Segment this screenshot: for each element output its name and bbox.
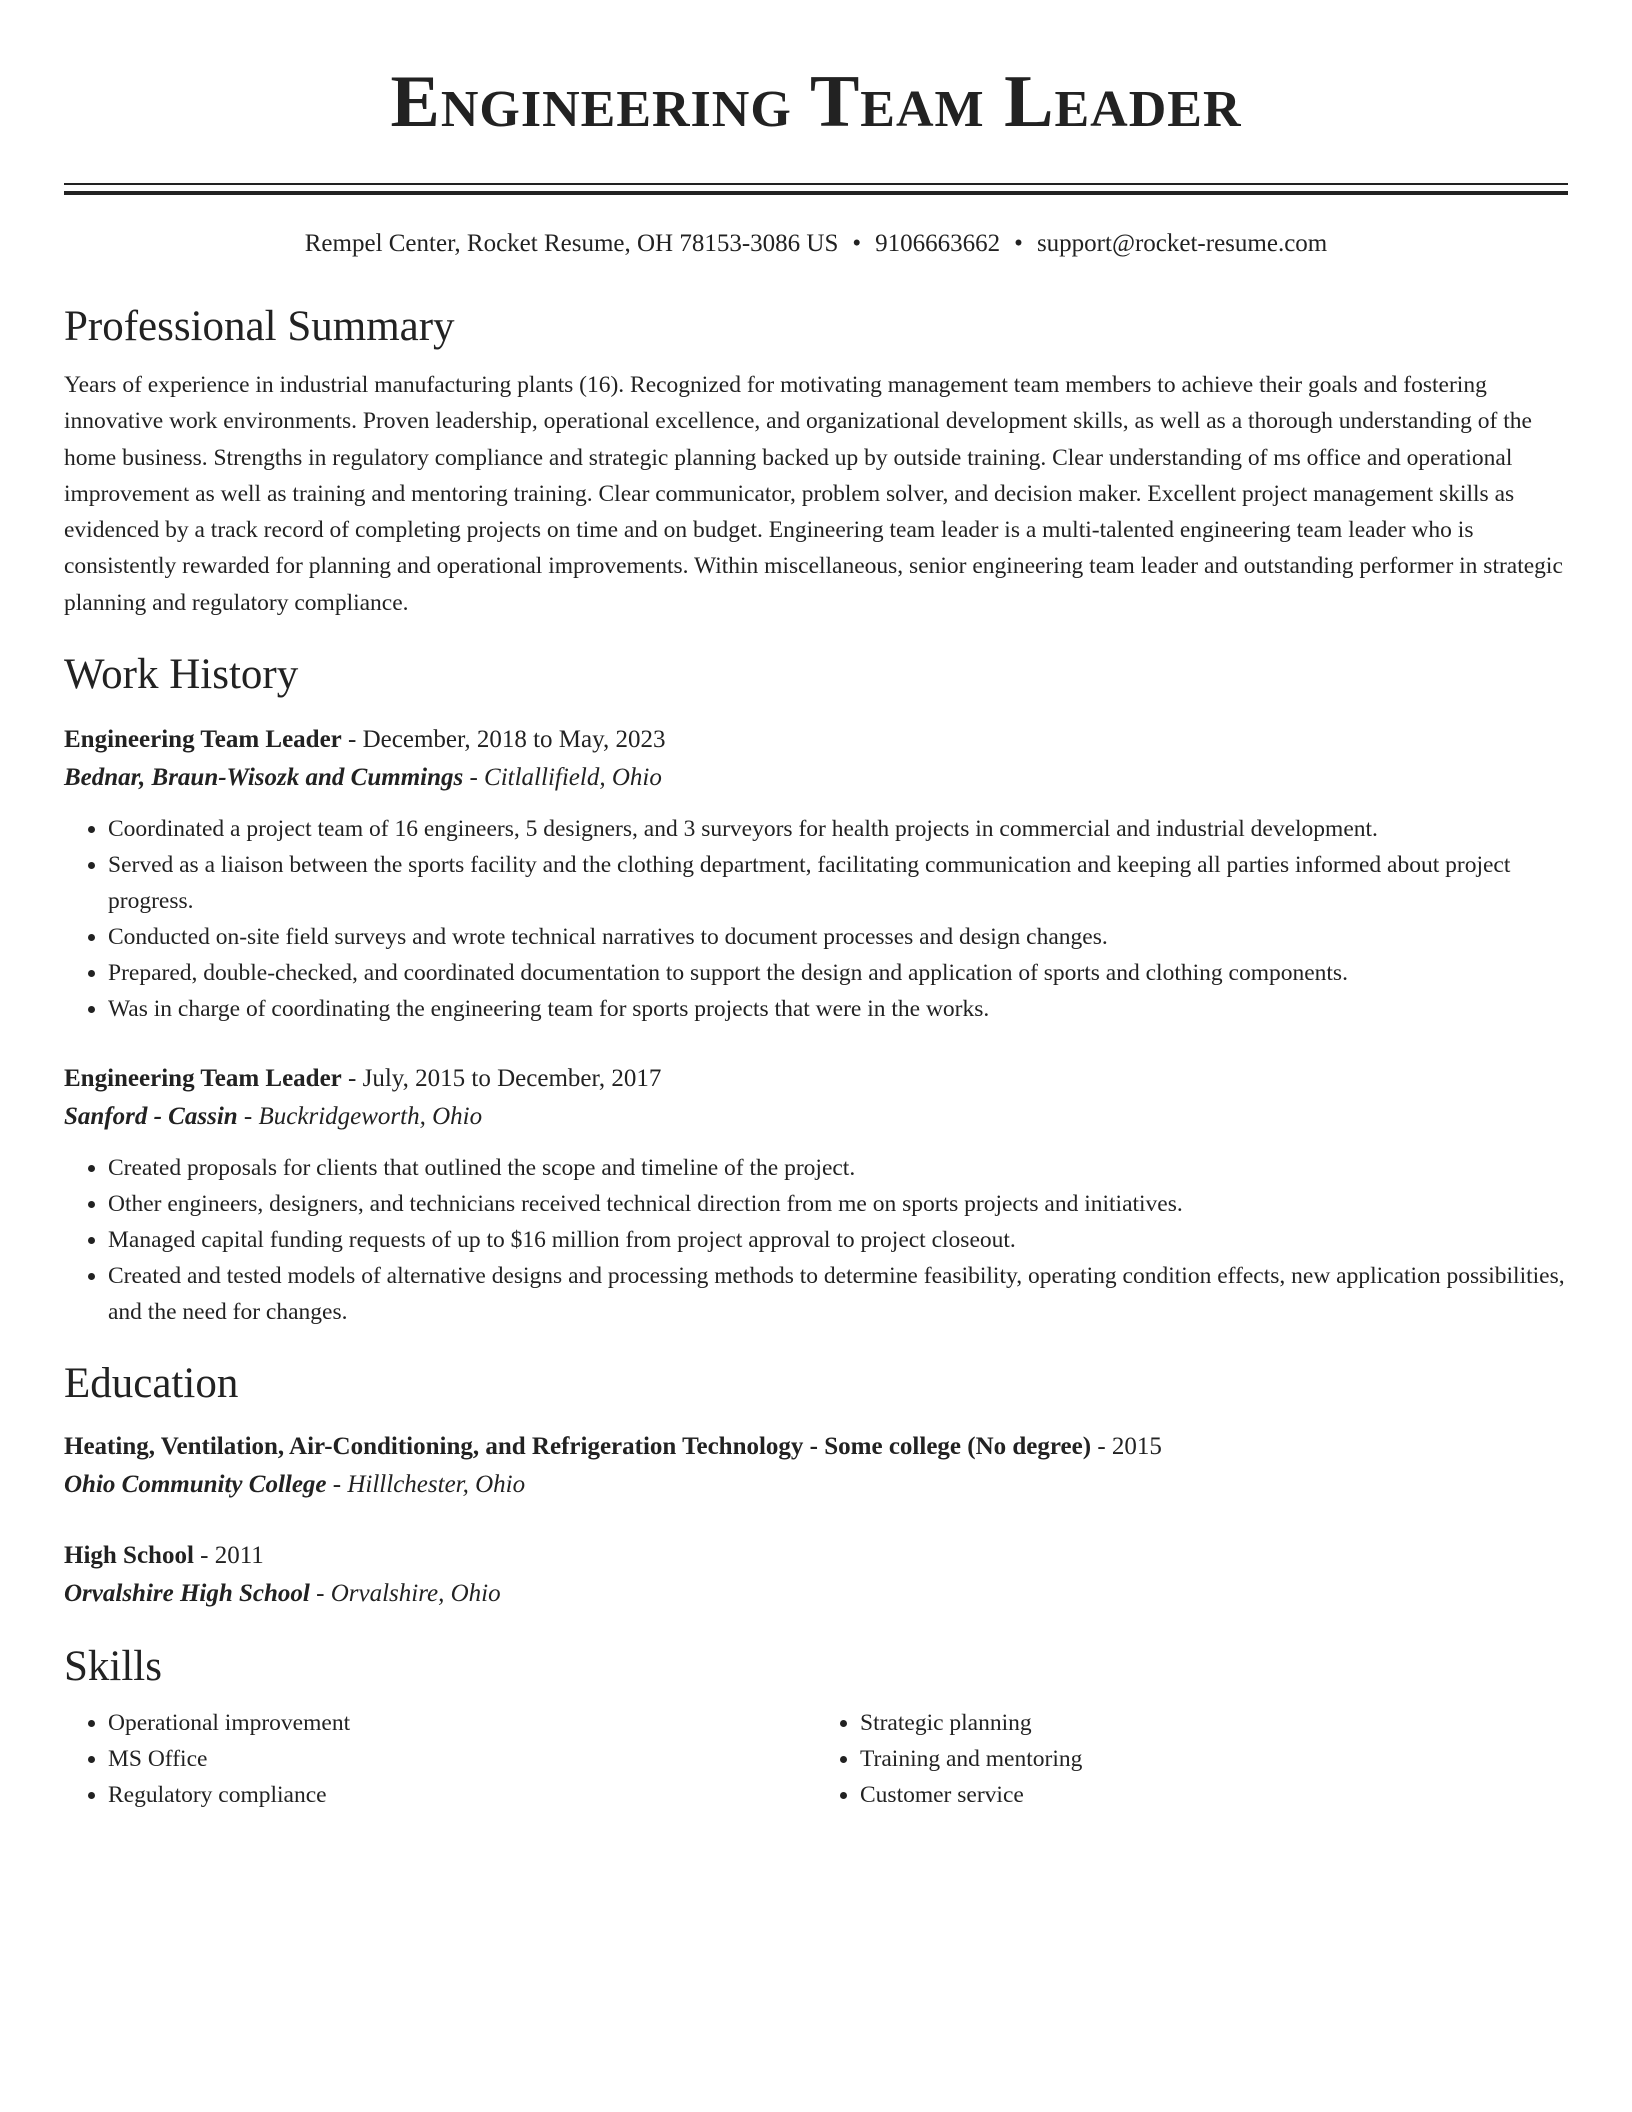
school-location: Orvalshire, Ohio <box>330 1580 501 1608</box>
list-item: • Managed capital funding requests of up to $16 million from project approval to project closeout. <box>108 1222 1568 1258</box>
list-item: • Served as a liaison between the sports facility and the clothing department, facilitating communication and keeping all parties informed about project progress. <box>108 847 1568 919</box>
contact-address: Rempel Center, Rocket Resume, OH 78153-3086 US <box>304 230 839 257</box>
employer-name: Bednar, Braun-Wisozk and Cummings <box>64 764 464 792</box>
job-role: Engineering Team Leader <box>64 726 342 754</box>
job-dates: July, 2015 to December, 2017 <box>362 1065 662 1093</box>
education-program-line: Heating, Ventilation, Air-Conditioning, and Refrigeration Technology - Some college (No degree) - 2015 <box>64 1433 1162 1461</box>
skill-item: • Customer service <box>860 1777 1568 1813</box>
list-item: • Other engineers, designers, and technicians received technical direction from me on sports projects and initiatives. <box>108 1186 1568 1222</box>
education-program: Heating, Ventilation, Air-Conditioning, and Refrigeration Technology - Some college (No degree) <box>64 1433 1092 1461</box>
list-item: • Created proposals for clients that outlined the scope and timeline of the project. <box>108 1150 1568 1186</box>
skill-item: • Strategic planning <box>860 1705 1568 1741</box>
education-program: High School <box>64 1542 194 1570</box>
list-item: • Prepared, double-checked, and coordinated documentation to support the design and application of sports and clothing components. <box>108 955 1568 991</box>
section-title-education: Education <box>64 1360 239 1408</box>
school-location: Hilllchester, Ohio <box>347 1471 526 1499</box>
job-title-line: Engineering Team Leader - July, 2015 to December, 2017 <box>64 1065 662 1093</box>
skills-columns <box>64 1705 1568 1813</box>
job-role: Engineering Team Leader <box>64 1065 342 1093</box>
list-item: • Coordinated a project team of 16 engineers, 5 designers, and 3 surveyors for health projects in commercial and industrial development. <box>108 811 1568 847</box>
contact-separator: • <box>852 230 862 257</box>
school-name: Ohio Community College <box>64 1471 327 1499</box>
employer-location: Citlallifield, Ohio <box>484 764 662 792</box>
contact-separator: • <box>1014 230 1023 257</box>
employer-line: Bednar, Braun-Wisozk and Cummings - Citlallifield, Ohio <box>64 764 662 792</box>
contact-phone: 9106663662 <box>875 230 1001 257</box>
school-name: Orvalshire High School <box>64 1580 310 1608</box>
skill-item: • MS Office <box>108 1741 816 1777</box>
section-title-skills: Skills <box>64 1643 162 1691</box>
skill-item: • Operational improvement <box>108 1705 816 1741</box>
job-dates: December, 2018 to May, 2023 <box>362 726 666 754</box>
skills-list-right <box>816 1705 1568 1813</box>
education-program-line: High School - 2011 <box>64 1542 264 1570</box>
summary-text: Years of experience in industrial manufacturing plants (16). Recognized for motivating management team members to achieve their goals and fostering innovative work environments. Proven leadership, operational excellence, and organizational development skills, as well as a thorough understanding of the home business. Strengths in regulatory compliance and strategic planning backed up by outside training. Clear understanding of ms office and operational improvement as well as training and mentoring training. Clear communicator, problem solver, and decision maker. Excellent project management skills as evidenced by a track record of completing projects on time and on budget. Engineering team leader is a multi-talented engineering team leader who is consistently rewarded for planning and operational improvements. Within miscellaneous, senior engineering team leader and outstanding performer in strategic planning and regulatory compliance. <box>64 372 1563 616</box>
list-item: • Was in charge of coordinating the engineering team for sports projects that were in the works. <box>108 991 1568 1027</box>
education-year: 2011 <box>214 1542 264 1570</box>
resume-name: Engineering Team Leader <box>390 61 1242 143</box>
job-title-line: Engineering Team Leader - December, 2018 to May, 2023 <box>64 726 666 754</box>
contact-email: support@rocket-resume.com <box>1036 230 1328 257</box>
employer-line: Sanford - Cassin - Buckridgeworth, Ohio <box>64 1103 483 1131</box>
education-entry <box>64 1537 1568 1613</box>
skill-item: • Regulatory compliance <box>108 1777 816 1813</box>
job-entry <box>64 721 1568 1027</box>
employer-name: Sanford - Cassin <box>64 1103 238 1131</box>
education-year: 2015 <box>1111 1433 1162 1461</box>
education-entry <box>64 1428 1568 1504</box>
header-divider-thin <box>64 183 1568 185</box>
list-item: • Conducted on-site field surveys and wrote technical narratives to document processes and design changes. <box>108 919 1568 955</box>
school-line: Orvalshire High School - Orvalshire, Ohio <box>64 1580 501 1608</box>
skills-list-left <box>64 1705 816 1813</box>
section-title-work-history: Work History <box>64 651 299 699</box>
section-title-summary: Professional Summary <box>64 303 455 350</box>
skill-item: • Training and mentoring <box>860 1741 1568 1777</box>
employer-location: Buckridgeworth, Ohio <box>258 1103 483 1131</box>
school-line: Ohio Community College - Hilllchester, Ohio <box>64 1471 526 1499</box>
job-entry <box>64 1060 1568 1330</box>
contact-line <box>64 228 1568 260</box>
list-item: • Created and tested models of alternative designs and processing methods to determine feasibility, operating condition effects, new application possibilities, and the need for changes. <box>108 1258 1568 1330</box>
job-bullets <box>64 1150 1568 1330</box>
header-divider-thick <box>64 191 1568 195</box>
job-bullets <box>64 811 1568 1027</box>
